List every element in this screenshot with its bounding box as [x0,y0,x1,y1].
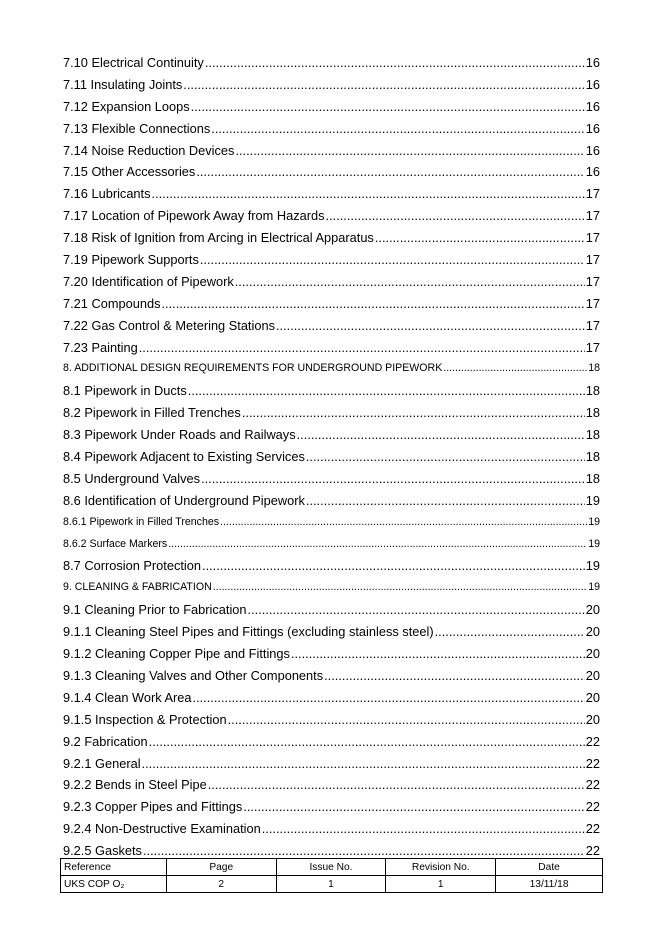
footer-header-reference: Reference [61,859,167,876]
toc-dot-leader [139,337,585,359]
toc-entry-page-number: 20 [585,602,600,618]
toc-entry-page-number: 16 [585,55,600,70]
toc-entry[interactable] [63,665,600,687]
toc-dot-leader [196,161,584,183]
toc-entry-page-number: 17 [585,317,600,333]
footer-header-row [61,859,603,876]
toc-dot-leader [243,796,585,818]
footer-header-revision: Revision No. [386,859,496,876]
toc-entry-page-number: 19 [588,581,600,594]
toc-entry-label: 7.14 Noise Reduction Devices [63,142,235,158]
toc-dot-leader [326,205,585,227]
toc-entry-label: 7.10 Electrical Continuity [63,55,204,70]
toc-entry-label: 7.11 Insulating Joints [63,76,183,92]
toc-entry-label: 9.2.5 Gaskets [63,843,142,859]
toc-entry-page-number: 17 [585,339,600,355]
toc-dot-leader [149,731,585,753]
toc-entry[interactable] [63,512,600,534]
toc-dot-leader [242,402,585,424]
toc-dot-leader [201,468,585,490]
toc-dot-leader [200,249,585,271]
toc-dot-leader [191,96,585,118]
toc-dot-leader [213,577,587,599]
footer-value-date: 13/11/18 [496,876,603,893]
toc-entry-label: 8.3 Pipework Under Roads and Railways [63,427,296,443]
toc-dot-leader [276,315,585,337]
toc-entry[interactable] [63,161,600,183]
toc-entry[interactable] [63,753,600,775]
toc-dot-leader [193,687,585,709]
toc-dot-leader [202,555,585,577]
toc-entry[interactable] [63,731,600,753]
toc-dot-leader [161,293,584,315]
toc-entry-label: 7.15 Other Accessories [63,164,196,180]
toc-entry-label: 7.18 Risk of Ignition from Arcing in Electrical Apparatus [63,230,374,246]
toc-entry[interactable] [63,293,600,315]
toc-entry[interactable] [63,643,600,665]
toc-dot-leader [306,446,585,468]
toc-entry[interactable] [63,424,600,446]
toc-entry[interactable] [63,227,600,249]
toc-entry-page-number: 17 [585,295,600,311]
toc-entry-page-number: 16 [585,142,600,158]
toc-entry-page-number: 16 [585,164,600,180]
toc-dot-leader [291,643,585,665]
toc-entry-label: 8.5 Underground Valves [63,470,201,486]
toc-entry[interactable] [63,183,600,205]
toc-dot-leader [324,665,585,687]
toc-dot-leader [435,621,585,643]
toc-entry-page-number: 18 [585,405,600,421]
toc-entry-label: 8.6.1 Pipework in Filled Trenches [63,515,220,528]
toc-entry[interactable] [63,818,600,840]
toc-entry[interactable] [63,380,600,402]
toc-entry[interactable] [63,205,600,227]
toc-entry[interactable] [63,687,600,709]
toc-entry-page-number: 19 [585,558,600,574]
toc-entry[interactable] [63,74,600,96]
toc-entry-label: 9.2.2 Bends in Steel Pipe [63,777,207,793]
toc-dot-leader [297,424,585,446]
toc-entry[interactable] [63,96,600,118]
toc-entry[interactable] [63,468,600,490]
toc-entry-page-number: 16 [585,120,600,136]
toc-entry-label: 8.6.2 Surface Markers [63,537,168,550]
toc-dot-leader [262,818,585,840]
toc-entry[interactable] [63,358,600,380]
toc-entry-page-number: 22 [585,733,600,749]
toc-entry[interactable] [63,534,600,556]
toc-entry-page-number: 20 [585,711,600,727]
footer-value-reference: UKS COP O₂ [61,876,167,893]
toc-dot-leader [208,774,585,796]
toc-entry-label: 9.1.5 Inspection & Protection [63,711,227,727]
toc-entry-label: 9.1.2 Cleaning Copper Pipe and Fittings [63,646,290,662]
toc-entry-page-number: 18 [585,427,600,443]
toc-entry-page-number: 17 [585,273,600,289]
toc-entry-label: 9.1.3 Cleaning Valves and Other Components [63,667,324,683]
toc-entry[interactable] [63,796,600,818]
toc-entry-page-number: 20 [585,646,600,662]
toc-entry[interactable] [63,490,600,512]
toc-entry-label: 7.23 Painting [63,339,138,355]
toc-entry-page-number: 19 [588,537,600,550]
toc-dot-leader [211,118,585,140]
toc-entry-page-number: 17 [585,208,600,224]
toc-entry-page-number: 22 [585,799,600,815]
toc-entry[interactable] [63,402,600,424]
toc-entry[interactable] [63,577,600,599]
toc-entry-label: 8.6 Identification of Underground Pipework [63,492,305,508]
toc-entry[interactable] [63,621,600,643]
toc-entry-label: 9.2.3 Copper Pipes and Fittings [63,799,243,815]
toc-entry-page-number: 22 [585,755,600,771]
toc-entry-page-number: 20 [585,667,600,683]
toc-dot-leader [188,380,585,402]
toc-entry-label: 9.2.1 General [63,755,141,771]
footer-header-page: Page [166,859,276,876]
footer-header-issue: Issue No. [276,859,386,876]
toc-entry-page-number: 18 [585,470,600,486]
toc-dot-leader [443,358,587,380]
document-footer-table [60,858,603,893]
toc-entry-label: 7.17 Location of Pipework Away from Hazards [63,208,325,224]
toc-entry[interactable] [63,555,600,577]
toc-entry-label: 7.20 Identification of Pipework [63,273,234,289]
toc-dot-leader [168,534,587,556]
toc-entry-page-number: 20 [585,689,600,705]
toc-entry-page-number: 19 [588,515,600,528]
toc-entry[interactable] [63,315,600,337]
toc-entry-page-number: 17 [585,186,600,202]
toc-entry-label: 7.19 Pipework Supports [63,252,199,268]
toc-entry-label: 8. ADDITIONAL DESIGN REQUIREMENTS FOR UNDERGROUND PIPEWORK [63,362,443,375]
toc-entry-page-number: 18 [585,449,600,465]
toc-dot-leader [183,74,584,96]
toc-entry[interactable] [63,249,600,271]
footer-value-issue: 1 [276,876,386,893]
toc-entry[interactable] [63,118,600,140]
toc-entry-label: 8.2 Pipework in Filled Trenches [63,405,241,421]
toc-entry-page-number: 22 [585,843,600,859]
toc-entry-label: 7.16 Lubricants [63,186,151,202]
toc-entry-label: 7.22 Gas Control & Metering Stations [63,317,275,333]
toc-entry-label: 8.1 Pipework in Ducts [63,383,187,399]
toc-entry-page-number: 16 [585,98,600,114]
toc-entry-page-number: 20 [585,624,600,640]
footer-value-revision: 1 [386,876,496,893]
toc-dot-leader [228,709,585,731]
toc-entry[interactable] [63,446,600,468]
footer-value-row [61,876,603,893]
toc-dot-leader [152,183,585,205]
toc-entry-page-number: 22 [585,821,600,837]
toc-entry-label: 7.21 Compounds [63,295,161,311]
toc-dot-leader [205,52,585,74]
toc-entry-label: 9.1.4 Clean Work Area [63,689,192,705]
toc-entry-page-number: 17 [585,252,600,268]
toc-dot-leader [375,227,585,249]
toc-entry[interactable] [63,271,600,293]
toc-entry-label: 7.12 Expansion Loops [63,98,190,114]
toc-entry-label: 8.7 Corrosion Protection [63,558,201,574]
toc-entry-label: 9.2.4 Non-Destructive Examination [63,821,261,837]
table-of-contents [63,52,600,862]
toc-entry-page-number: 22 [585,777,600,793]
toc-entry[interactable] [63,140,600,162]
toc-entry-page-number: 18 [585,383,600,399]
toc-entry-page-number: 19 [585,492,600,508]
toc-entry-page-number: 18 [588,362,600,375]
toc-dot-leader [235,271,585,293]
toc-dot-leader [248,599,585,621]
toc-entry-page-number: 17 [585,230,600,246]
toc-dot-leader [142,753,585,775]
toc-entry-page-number: 16 [585,76,600,92]
toc-entry-label: 7.13 Flexible Connections [63,120,211,136]
toc-dot-leader [306,490,585,512]
toc-entry-label: 9. CLEANING & FABRICATION [63,581,212,594]
toc-entry[interactable] [63,337,600,359]
toc-entry[interactable] [63,52,600,74]
footer-header-date: Date [496,859,603,876]
toc-entry-label: 8.4 Pipework Adjacent to Existing Services [63,449,305,465]
toc-entry[interactable] [63,599,600,621]
toc-entry-label: 9.1 Cleaning Prior to Fabrication [63,602,247,618]
toc-dot-leader [235,140,584,162]
toc-entry[interactable] [63,709,600,731]
toc-dot-leader [220,512,587,534]
toc-entry[interactable] [63,774,600,796]
toc-entry-label: 9.2 Fabrication [63,733,148,749]
footer-value-page: 2 [166,876,276,893]
toc-entry-label: 9.1.1 Cleaning Steel Pipes and Fittings (excluding stainless steel) [63,624,434,640]
